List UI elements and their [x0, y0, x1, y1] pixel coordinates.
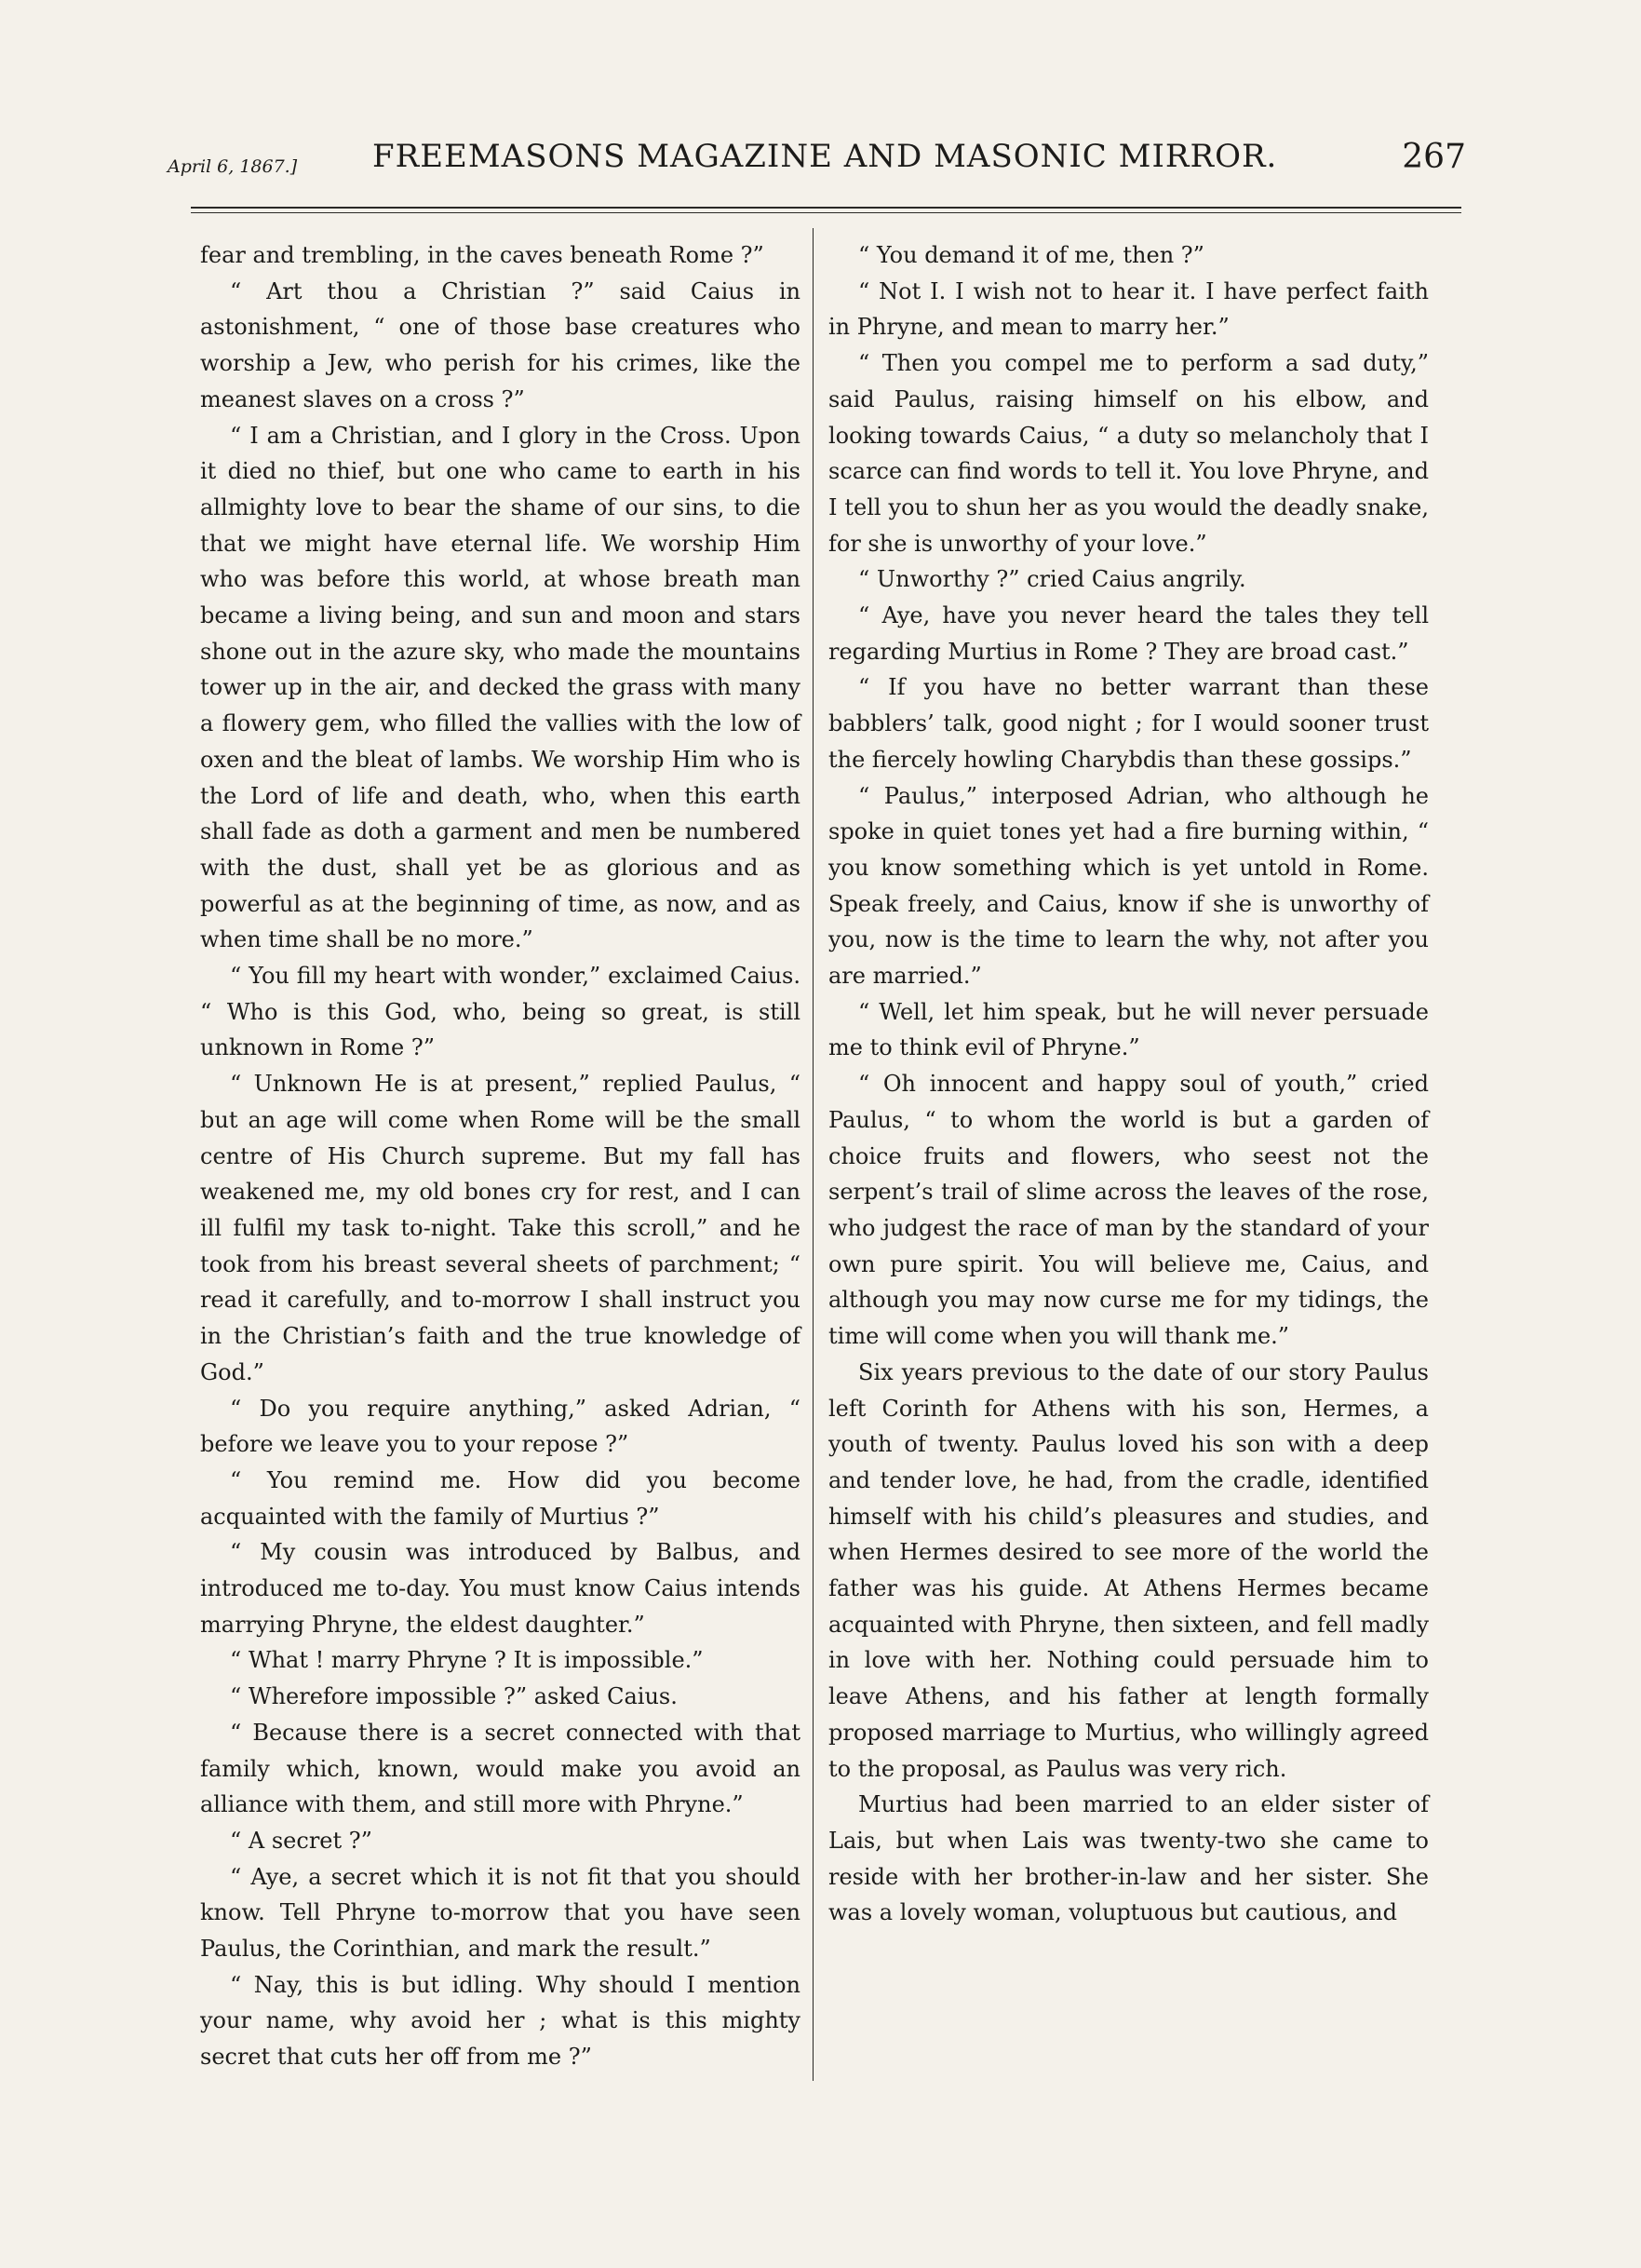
paragraph: “ Wherefore impossible ?” asked Caius. — [230, 1683, 678, 1710]
paragraph: “ Paulus,” interposed Adrian, who although he spoke in quiet tones yet had a fire burning within, “ you know something which is yet untold in Rome. Speak freely, and Caius, know if she is unworthy of you, now is the time to learn the why, not after you are married.” — [828, 782, 1429, 990]
paragraph: “ Well, let him speak, but he will never persuade me to think evil of Phryne.” — [828, 998, 1429, 1061]
paragraph: “ I am a Christian, and I glory in the Cross. Upon it died no thief, but one who came to earth in his allmighty love to bear the shame of our sins, to die that we might have eternal life. We worship Him who was before this world, at whose breath man became a living being, and sun and moon and stars shone out in the azure sky, who made the mountains tower up in the air, and decked the grass with many a flowery gem, who filled the vallies with the low of oxen and the bleat of lambs. We worship Him who is the Lord of life and death, who, when this earth shall fade as doth a garment and men be numbered with the dust, shall yet be as glorious and as powerful as at the beginning of time, as now, and as when time shall be no more.” — [200, 422, 800, 953]
page-header — [168, 138, 1466, 194]
paragraph: “ Aye, a secret which it is not fit that you should know. Tell Phryne to-morrow that you have seen Paulus, the Corinthian, and mark the result.” — [200, 1863, 800, 1963]
paragraph: “ Nay, this is but idling. Why should I mention your name, why avoid her ; what is this mighty secret that cuts her off from me ?” — [200, 1971, 800, 2071]
paragraph: Six years previous to the date of our story Paulus left Corinth for Athens with his son, Hermes, a youth of twenty. Paulus loved his son with a deep and tender love, he had, from the cradle, identified himself with his child’s pleasures and studies, and when Hermes desired to see more of the world the father was his guide. At Athens Hermes became acquainted with Phryne, then sixteen, and fell madly in love with her. Nothing could persuade him to leave Athens, and his father at length formally proposed marriage to Murtius, who willingly agreed to the proposal, as Paulus was very rich. — [828, 1358, 1429, 1782]
paragraph: “ You fill my heart with wonder,” exclaimed Caius. “ Who is this God, who, being so great, is still unknown in Rome ?” — [200, 963, 800, 1061]
paragraph: “ Art thou a Christian ?” said Caius in astonishment, “ one of those base creatures who worship a Jew, who perish for his crimes, like the meanest slaves on a cross ?” — [200, 277, 800, 412]
paragraph: “ Not I. I wish not to hear it. I have perfect faith in Phryne, and mean to marry her.” — [828, 277, 1429, 341]
right-column — [828, 237, 1429, 1931]
issue-date: April 6, 1867.] — [168, 156, 298, 177]
paragraph: “ A secret ?” — [230, 1827, 372, 1854]
paragraph: fear and trembling, in the caves beneath Rome ?” — [200, 242, 764, 268]
page-number: 267 — [1402, 138, 1466, 176]
publication-title: FREEMASONS MAGAZINE AND MASONIC MIRROR. — [372, 138, 1278, 175]
paragraph: “ Unknown He is at present,” replied Paulus, “ but an age will come when Rome will be the small centre of His Church supreme. But my fall has weakened me, my old bones cry for rest, and I can ill fulfil my task to-night. Take this scroll,” and he took from his breast several sheets of parchment; “ read it carefully, and to-morrow I shall instruct you in the Christian’s faith and the true knowledge of God.” — [200, 1071, 800, 1385]
paragraph: “ Because there is a secret connected with that family which, known, would make you avoid an alliance with them, and still more with Phryne.” — [200, 1719, 800, 1818]
paragraph: “ Aye, have you never heard the tales they tell regarding Murtius in Rome ? They are broad cast.” — [828, 602, 1429, 665]
paragraph: “ Unworthy ?” cried Caius angrily. — [858, 566, 1246, 593]
paragraph: “ If you have no better warrant than these babblers’ talk, good night ; for I would sooner trust the fiercely howling Charybdis than these gossips.” — [828, 674, 1429, 773]
header-rule-thin — [191, 212, 1461, 213]
paragraph: “ My cousin was introduced by Balbus, and introduced me to-day. You must know Caius intends marrying Phryne, the eldest daughter.” — [200, 1539, 800, 1638]
paragraph: “ You demand it of me, then ?” — [858, 242, 1204, 268]
paragraph: “ You remind me. How did you become acquainted with the family of Murtius ?” — [200, 1466, 800, 1530]
paragraph: “ What ! marry Phryne ? It is impossible.” — [230, 1647, 704, 1674]
header-rule — [191, 207, 1461, 209]
paragraph: Murtius had been married to an elder sister of Lais, but when Lais was twenty-two she came to reside with her brother-in-law and her sister. She was a lovely woman, voluptuous but cautious, and — [828, 1791, 1429, 1926]
left-column — [200, 237, 800, 2075]
paragraph: “ Oh innocent and happy soul of youth,” cried Paulus, “ to whom the world is but a garden of choice fruits and flowers, who seest not the serpent’s trail of slime across the leaves of the rose, who judgest the race of man by the standard of your own pure spirit. You will believe me, Caius, and although you may now curse me for my tidings, the time will come when you will thank me.” — [828, 1071, 1429, 1350]
paragraph: “ Do you require anything,” asked Adrian, “ before we leave you to your repose ?” — [200, 1395, 800, 1458]
paragraph: “ Then you compel me to perform a sad duty,” said Paulus, raising himself on his elbow, and looking towards Caius, “ a duty so melancholy that I scarce can find words to tell it. You love Phryne, and I tell you to shun her as you would the deadly snake, for she is unworthy of your love.” — [828, 350, 1429, 557]
column-divider — [813, 228, 814, 2081]
